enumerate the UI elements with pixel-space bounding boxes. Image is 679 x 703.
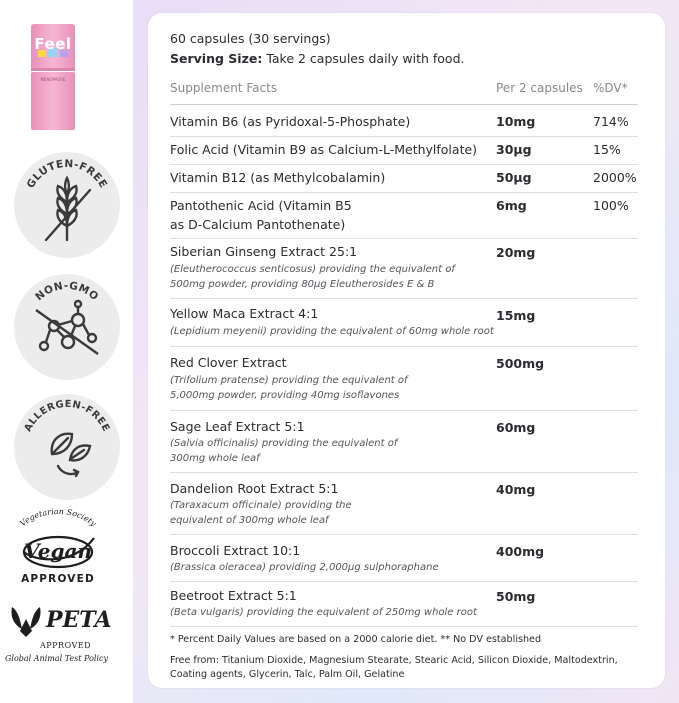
extract-name: Siberian Ginseng Extract 25:1: [170, 244, 358, 259]
vegan-society-label: Vegetarian Society: [18, 508, 98, 529]
gluten-free-label: GLUTEN-FREE: [24, 157, 110, 191]
nutrient-dv: 714%: [593, 114, 629, 129]
nutrient-name: Pantothenic Acid (Vitamin B5: [170, 198, 352, 213]
nutrient-dv: 100%: [593, 198, 629, 213]
extract-amount: 500mg: [496, 356, 545, 371]
non-gmo-badge: [14, 274, 120, 380]
serving-size-value: Take 2 capsules daily with food.: [266, 51, 465, 66]
nutrient-dv: 15%: [593, 142, 621, 157]
nutrient-name-line2: as D-Calcium Pantothenate): [170, 217, 346, 232]
col-header-dv: %DV*: [593, 81, 628, 95]
col-header-name: Supplement Facts: [170, 81, 278, 95]
peta-label: PETA: [46, 607, 112, 633]
product-brand: Feel: [34, 35, 72, 53]
nutrient-amount: 30µg: [496, 142, 532, 157]
row-separator: [170, 298, 638, 299]
svg-text:ALLERGEN-FREE: [22, 399, 111, 434]
extract-desc: 500mg powder, providing 80µg Eleutherosides E & B: [170, 279, 435, 290]
peta-badge: [2, 605, 122, 675]
row-separator: [170, 238, 638, 239]
capsule-count: 60 capsules (30 servings): [170, 31, 331, 46]
serving-size-label: Serving Size:: [170, 51, 263, 66]
extract-desc: (Beta vulgaris) providing the equivalent of 250mg whole root: [170, 607, 477, 618]
nutrient-name: Vitamin B6 (as Pyridoxal-5-Phosphate): [170, 114, 411, 129]
extract-amount: 20mg: [496, 245, 536, 260]
serving-size: [170, 51, 464, 66]
extract-name: Red Clover Extract: [170, 355, 287, 370]
free-from-line-1: Free from: Titanium Dioxide, Magnesium Stearate, Stearic Acid, Silicon Dioxide, Maltodextrin,: [170, 655, 618, 666]
extract-desc: (Brassica oleracea) providing 2,000µg sulphoraphane: [170, 562, 439, 573]
nutrient-amount: 50µg: [496, 170, 532, 185]
row-separator: [170, 192, 638, 193]
extract-desc: (Trifolium pratense) providing the equivalent of: [170, 375, 408, 386]
extract-name: Dandelion Root Extract 5:1: [170, 481, 339, 496]
extract-desc: (Lepidium meyenii) providing the equivalent of 60mg whole root: [170, 326, 494, 337]
nutrient-name: Vitamin B12 (as Methylcobalamin): [170, 170, 386, 185]
molecule-icon: [36, 301, 98, 354]
nutrient-name: Folic Acid (Vitamin B9 as Calcium-L-Methylfolate): [170, 142, 478, 157]
peta-policy-label: Global Animal Test Policy: [5, 654, 109, 663]
allergen-free-label: ALLERGEN-FREE: [22, 398, 112, 434]
svg-text:GLUTEN-FREE: [25, 158, 110, 191]
extract-desc: 5,000mg powder, providing 40mg isoflavones: [170, 390, 400, 401]
vegan-label: Vegan: [24, 539, 92, 563]
nutrient-amount: 10mg: [496, 114, 536, 129]
header-separator: [170, 104, 638, 105]
row-separator: [170, 346, 638, 347]
extract-desc: equivalent of 300mg whole leaf: [170, 515, 329, 526]
row-separator: [170, 410, 638, 411]
wheat-icon: [46, 178, 90, 240]
row-separator: [170, 136, 638, 137]
extract-desc: (Taraxacum officinale) providing the: [170, 500, 352, 511]
gluten-free-badge: [14, 152, 120, 258]
allergen-free-badge: [14, 394, 120, 500]
nutrient-amount: 6mg: [496, 198, 527, 213]
free-from-line-2: Coating agents, Glycerin, Talc, Palm Oil, Gelatine: [170, 669, 405, 680]
extract-amount: 60mg: [496, 420, 536, 435]
row-separator: [170, 472, 638, 473]
col-header-amount: Per 2 capsules: [496, 81, 583, 95]
product-image: [30, 22, 76, 132]
product-variant: MENOPAUSE: [40, 77, 66, 82]
extract-amount: 50mg: [496, 589, 536, 604]
extract-name: Beetroot Extract 5:1: [170, 588, 297, 603]
leaf-icon: [52, 434, 90, 476]
row-separator: [170, 581, 638, 582]
svg-text:Vegetarian Society: [18, 508, 98, 529]
dv-footnote: * Percent Daily Values are based on a 2000 calorie diet. ** No DV established: [170, 634, 542, 645]
peta-approved-label: APPROVED: [40, 641, 92, 650]
extract-amount: 400mg: [496, 544, 545, 559]
nutrient-dv: 2000%: [593, 170, 637, 185]
extract-desc: (Eleutherococcus senticosus) providing the equivalent of: [170, 264, 455, 275]
extract-name: Yellow Maca Extract 4:1: [170, 306, 319, 321]
vegan-approved-label: APPROVED: [21, 573, 95, 585]
extract-amount: 40mg: [496, 482, 536, 497]
vegan-badge: [2, 508, 114, 586]
extract-amount: 15mg: [496, 308, 536, 323]
badge-column: [0, 0, 133, 703]
row-separator: [170, 164, 638, 165]
extract-desc: 300mg whole leaf: [170, 453, 260, 464]
row-separator: [170, 534, 638, 535]
bunny-icon: [4, 605, 48, 639]
extract-desc: (Salvia officinalis) providing the equivalent of: [170, 438, 398, 449]
svg-text:NON-GMO: [33, 280, 101, 303]
extract-name: Sage Leaf Extract 5:1: [170, 419, 305, 434]
row-separator: [170, 626, 638, 627]
non-gmo-label: NON-GMO: [33, 279, 101, 304]
extract-name: Broccoli Extract 10:1: [170, 543, 301, 558]
